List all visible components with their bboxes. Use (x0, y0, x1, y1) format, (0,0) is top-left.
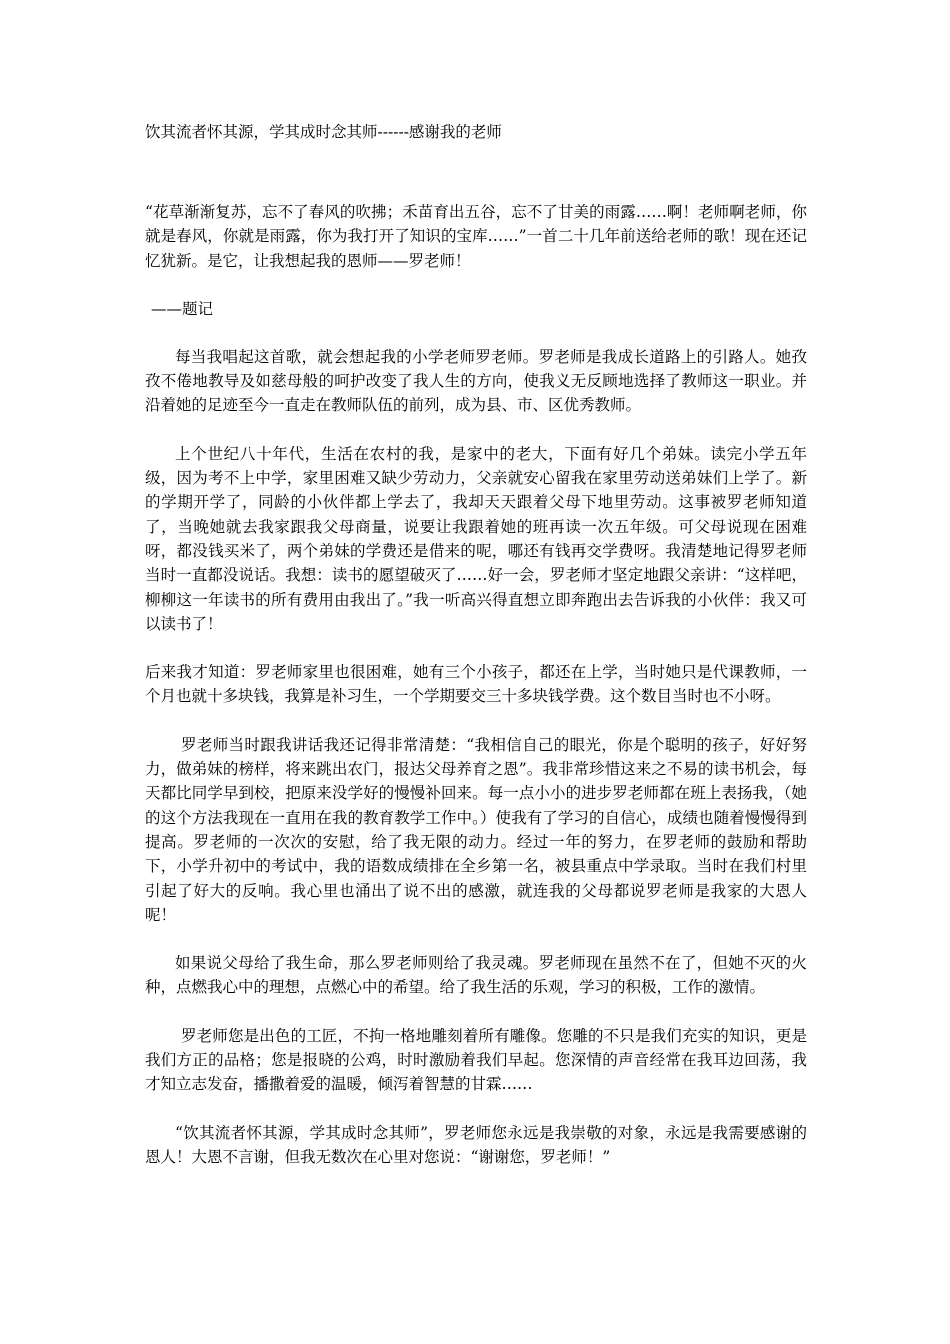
spacer (145, 1000, 807, 1024)
spacer (145, 273, 807, 297)
inscription-signature: ——题记 (151, 299, 214, 318)
spacer (145, 418, 807, 442)
body-paragraph-5: 如果说父母给了我生命，那么罗老师则给了我灵魂。罗老师现在虽然不在了，但她不灭的火种，点燃我心中的理想，点燃心中的希望。给了我生活的乐观，学习的积极，工作的激情。 (145, 954, 807, 997)
spacer (145, 1097, 807, 1121)
body-paragraph-4: 罗老师当时跟我讲话我还记得非常清楚：“我相信自己的眼光，你是个聪明的孩子，好好努力，做弟妹的榜样，将来跳出农门，报达父母养育之恩”。我非常珍惜这来之不易的读书机会，每天都比同学早到校，把原来没学好的慢慢补回来。每一点小小的进步罗老师都在班上表扬我，（她的这个方法我现在一直用在我的教育教学工作中。）使我有了学习的自信心，成绩也随着慢慢得到提高。罗老师的一次次的安慰，给了我无限的动力。经过一年的努力，在罗老师的鼓励和帮助下，小学升初中的考试中，我的语数成绩排在全乡第一名，被县重点中学录取。当时在我们村里引起了好大的反响。我心里也涌出了说不出的感激，就连我的父母都说罗老师是我家的大恩人呢！ (145, 735, 807, 924)
document-title: 饮其流者怀其源，学其成时念其师------感谢我的老师 (145, 123, 502, 141)
spacer (145, 321, 807, 345)
spacer (145, 927, 807, 951)
body-paragraph-3: 后来我才知道：罗老师家里也很困难，她有三个小孩子，都还在上学，当时她只是代课教师，一个月也就十多块钱，我算是补习生，一个学期要交三十多块钱学费。这个数目当时也不小呀。 (145, 663, 807, 706)
spacer (145, 636, 807, 660)
body-paragraph-7: “饮其流者怀其源，学其成时念其师”，罗老师您永远是我崇敬的对象，永远是我需要感谢的恩人！大恩不言谢，但我无数次在心里对您说：“谢谢您，罗老师！” (145, 1123, 807, 1166)
body-paragraph-6: 罗老师您是出色的工匠，不拘一格地雕刻着所有雕像。您雕的不只是我们充实的知识，更是我们方正的品格；您是报晓的公鸡，时时激励着我们早起。您深情的声音经常在我耳边回荡，我才知立志发奋，播撒着爱的温暖，倾泻着智慧的甘霖…… (145, 1026, 807, 1094)
intro-paragraph: “花草渐渐复苏，忘不了春风的吹拂；禾苗育出五谷，忘不了甘美的雨露……啊！老师啊老师，你就是春风，你就是雨露，你为我打开了知识的宝库……”一首二十几年前送给老师的歌！现在还记忆犹新。是它，让我想起我的恩师——罗老师！ (145, 203, 807, 270)
body-paragraph-2: 上个世纪八十年代，生活在农村的我，是家中的老大，下面有好几个弟妹。读完小学五年级，因为考不上中学，家里困难又缺少劳动力，父亲就安心留我在家里劳动送弟妹们上学了。新的学期开学了，同龄的小伙伴都上学去了，我却天天跟着父母下地里劳动。这事被罗老师知道了，当晚她就去我家跟我父母商量，说要让我跟着她的班再读一次五年级。可父母说现在困难呀，都没钱买米了，两个弟妹的学费还是借来的呢，哪还有钱再交学费呀。我清楚地记得罗老师当时一直都没说话。我想：读书的愿望破灭了……好一会，罗老师才坚定地跟父亲讲：“这样吧，柳柳这一年读书的所有费用由我出了。”我一听高兴得直想立即奔跑出去告诉我的小伙伴：我又可以读书了！ (145, 444, 807, 633)
document-body (145, 200, 807, 1169)
spacer (145, 709, 807, 733)
body-paragraph-1: 每当我唱起这首歌，就会想起我的小学老师罗老师。罗老师是我成长道路上的引路人。她孜孜不倦地教导及如慈母般的呵护改变了我人生的方向，使我义无反顾地选择了教师这一职业。并沿着她的足迹至今一直走在教师队伍的前列，成为县、市、区优秀教师。 (145, 347, 807, 415)
